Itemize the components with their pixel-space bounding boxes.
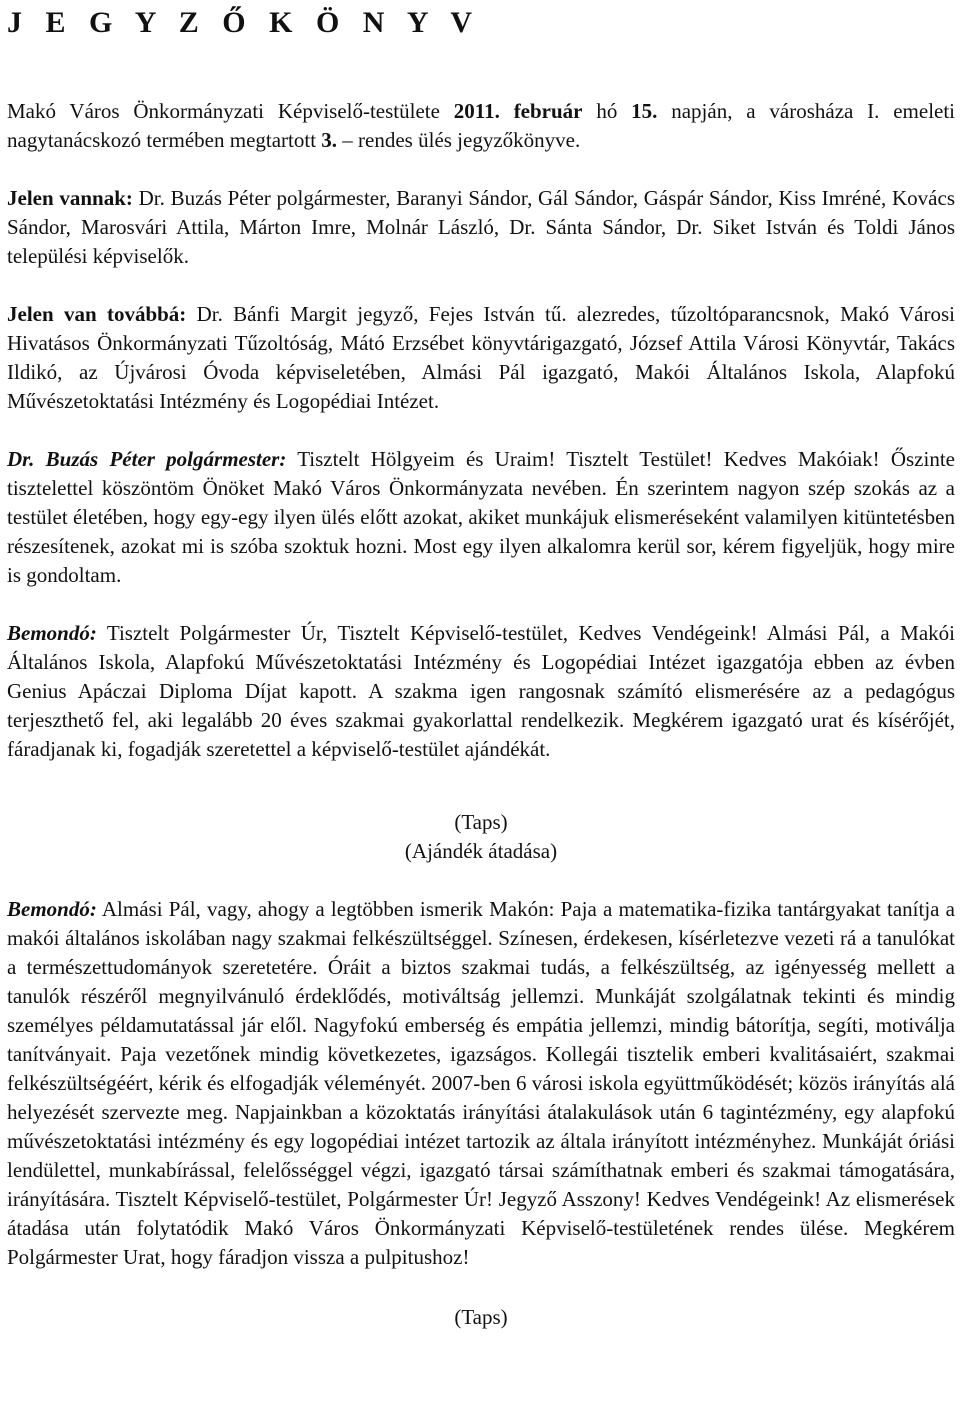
stage-direction-gift: (Ajándék átadása) [404, 839, 558, 863]
intro-text-3: hó [582, 99, 632, 123]
intro-text-1: Makó Város Önkormányzati Képviselő-testülete [7, 99, 454, 123]
intro-text-4: napján, a városháza I. emeleti nagytanácskozó termében megtartott [7, 99, 956, 152]
document-page [7, 0, 955, 1332]
intro-paragraph [7, 97, 955, 155]
intro-text-5: – rendes ülés jegyzőkönyve. [337, 128, 581, 152]
intro-month: február [513, 99, 583, 123]
present-label: Jelen vannak: [7, 186, 133, 210]
mayor-speech-paragraph [7, 445, 955, 590]
present-text: Dr. Buzás Péter polgármester, Baranyi Sándor, Gál Sándor, Gáspár Sándor, Kiss Imréné, Kovács Sándor, Marosvári Attila, Márton Imre, Molnár László, Dr. Sánta Sándor, Dr. Siket István és Toldi János települési képviselők. [7, 186, 955, 268]
announcer-speech-paragraph-2 [7, 895, 955, 1272]
mayor-speaker-label: Dr. Buzás Péter polgármester: [7, 447, 287, 471]
mayor-speech-text: Tisztelt Hölgyeim és Uraim! Tisztelt Testület! Kedves Makóiak! Őszinte tisztelettel köszöntöm Önöket Makó Város Önkormányzata nevében. Én szerintem nagyon szép szokás az a testület életében, hogy egy-egy ilyen ülés előtt azokat, akiket munkájuk elismeréseként valamilyen kitüntetésben részesítenek, azokat mi is szóba szoktuk hozni. Most egy ilyen alkalomra kerül sor, kérem figyeljük, hogy mire is gondoltam. [7, 447, 955, 587]
announcer-speech-text-1: Tisztelt Polgármester Úr, Tisztelt Képviselő-testület, Kedves Vendégeink! Almási Pál, a Makói Általános Iskola, Alapfokú Művészetoktatási Intézmény és Logopédiai Intézet igazgatója ebben az évben Genius Apáczai Diploma Díjat kapott. A szakma igen rangosnak számító elismerésére az a pedagógus terjeszthető fel, aki legalább 20 éves szakmai gyakorlattal rendelkezik. Megkérem igazgató urat és kísérőjét, fáradjanak ki, fogadják szeretettel a képviselő-testület ajándékát. [7, 621, 955, 761]
intro-session-number: 3. [321, 128, 338, 152]
announcer-speech-paragraph-1 [7, 619, 955, 764]
announcer-speaker-label-1: Bemondó: [7, 621, 97, 645]
stage-direction-applause-1: (Taps) [454, 810, 508, 834]
also-present-label: Jelen van továbbá: [7, 302, 187, 326]
announcer-speaker-label-2: Bemondó: [7, 897, 97, 921]
also-present-text: Dr. Bánfi Margit jegyző, Fejes István tű. alezredes, tűzoltóparancsnok, Makó Városi Hivatásos Önkormányzati Tűzoltóság, Mátó Erzsébet könyvtárigazgató, József Attila Városi Könyvtár, Takács Ildikó, az Újvárosi Óvoda képviseletében, Almási Pál igazgató, Makói Általános Iskola, Alapfokú Művészetoktatási Intézmény és Logopédiai Intézet. [7, 302, 956, 413]
present-paragraph [7, 184, 955, 271]
intro-day: 15. [631, 99, 658, 123]
intro-year: 2011. [453, 99, 500, 123]
stage-direction-applause-2: (Taps) [454, 1305, 508, 1329]
announcer-speech-text-2: Almási Pál, vagy, ahogy a legtöbben ismerik Makón: Paja a matematika-fizika tantárgyakat tanítja a makói általános iskolában nagy szakmai felkészültséggel. Színesen, érdekesen, kísérletezve vezeti rá a tanulókat a természettudományok szeretetére. Óráit a biztos szakmai tudás, a felkészültség, az igényesség mellett a tanulók részéről megnyilvánuló érdeklődés, motiváltság jellemzi. Munkáját szolgálatnak tekinti és mindig személyes példamutatással jár elől. Nagyfokú emberség és empátia jellemzi, mindig bátorítja, segíti, motiválja tanítványait. Paja vezetőnek mindig következetes, igazságos. Kollegái tisztelik emberi kvalitásaiért, szakmai felkészültségéért, kérik és elfogadják véleményét. 2007-ben 6 városi iskola együttműködését; közös irányítás alá helyezését szervezte meg. Napjainkban a közoktatás irányítási átalakulások után 6 tagintézmény, egy alapfokú művészetoktatási intézmény és egy logopédiai intézet tartozik az általa irányított intézményhez. Munkáját óriási lendülettel, munkabírással, felelősséggel végzi, igazgató társai számíthatnak emberi és szakmai támogatására, irányítására. Tisztelt Képviselő-testület, Polgármester Úr! Jegyző Asszony! Kedves Vendégeink! Az elismerések átadása után folytatódik Makó Város Önkormányzati Képviselő-testületének rendes ülése. Megkérem Polgármester Urat, hogy fáradjon vissza a pulpitushoz! [7, 897, 955, 1269]
intro-text-2 [500, 99, 514, 123]
also-present-paragraph [7, 300, 955, 416]
document-title: J E G Y Z Ő K Ö N Y V [7, 6, 481, 39]
